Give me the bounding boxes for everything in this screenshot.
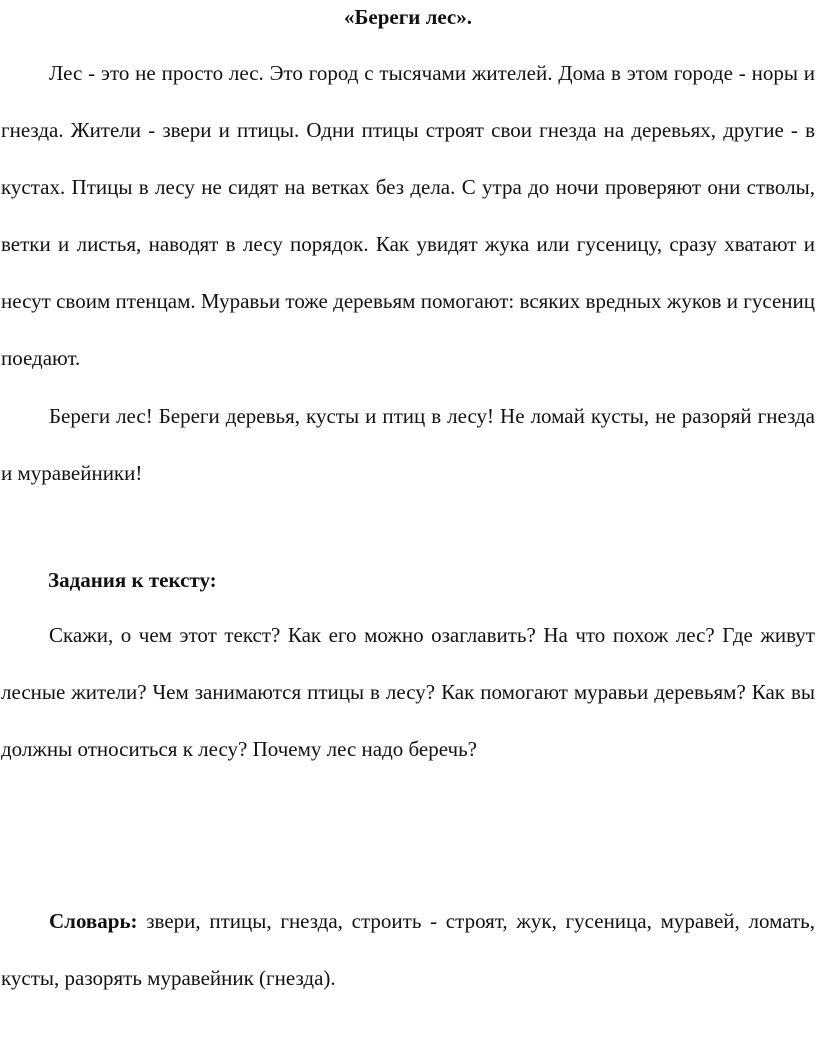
vocabulary-paragraph xyxy=(1,893,815,1007)
tasks-text: Скажи, о чем этот текст? Как его можно озаглавить? На что похож лес? Где живут лесные жители? Чем занимаются птицы в лесу? Как помогают муравьи деревьям? Как вы должны относиться к лесу? Почему лес надо беречь? xyxy=(1,623,815,761)
tasks-heading: Задания к тексту: xyxy=(48,568,217,592)
story-paragraph-1: Лес - это не просто лес. Это город с тысячами жителей. Дома в этом городе - норы и гнезда. Жители - звери и птицы. Одни птицы строят свои гнезда на деревьях, другие - в кустах. Птицы в лесу не сидят на ветках без дела. С утра до ночи проверяют они стволы, ветки и листья, наводят в лесу порядок. Как увидят жука или гусеницу, сразу хватают и несут своим птенцам. Муравьи тоже деревьям помогают: всяких вредных жуков и гусениц поедают. xyxy=(1,61,815,370)
document-title: «Береги лес». xyxy=(343,5,473,29)
vocabulary-text: звери, птицы, гнезда, строить - строят, жук, гусеница, муравей, ломать, кусты, разорять муравейник (гнезда). xyxy=(1,909,815,990)
story-paragraph-2: Береги лес! Береги деревья, кусты и птиц в лесу! Не ломай кусты, не разоряй гнезда и муравейники! xyxy=(1,404,815,485)
vocabulary-label: Словарь: xyxy=(49,909,138,933)
